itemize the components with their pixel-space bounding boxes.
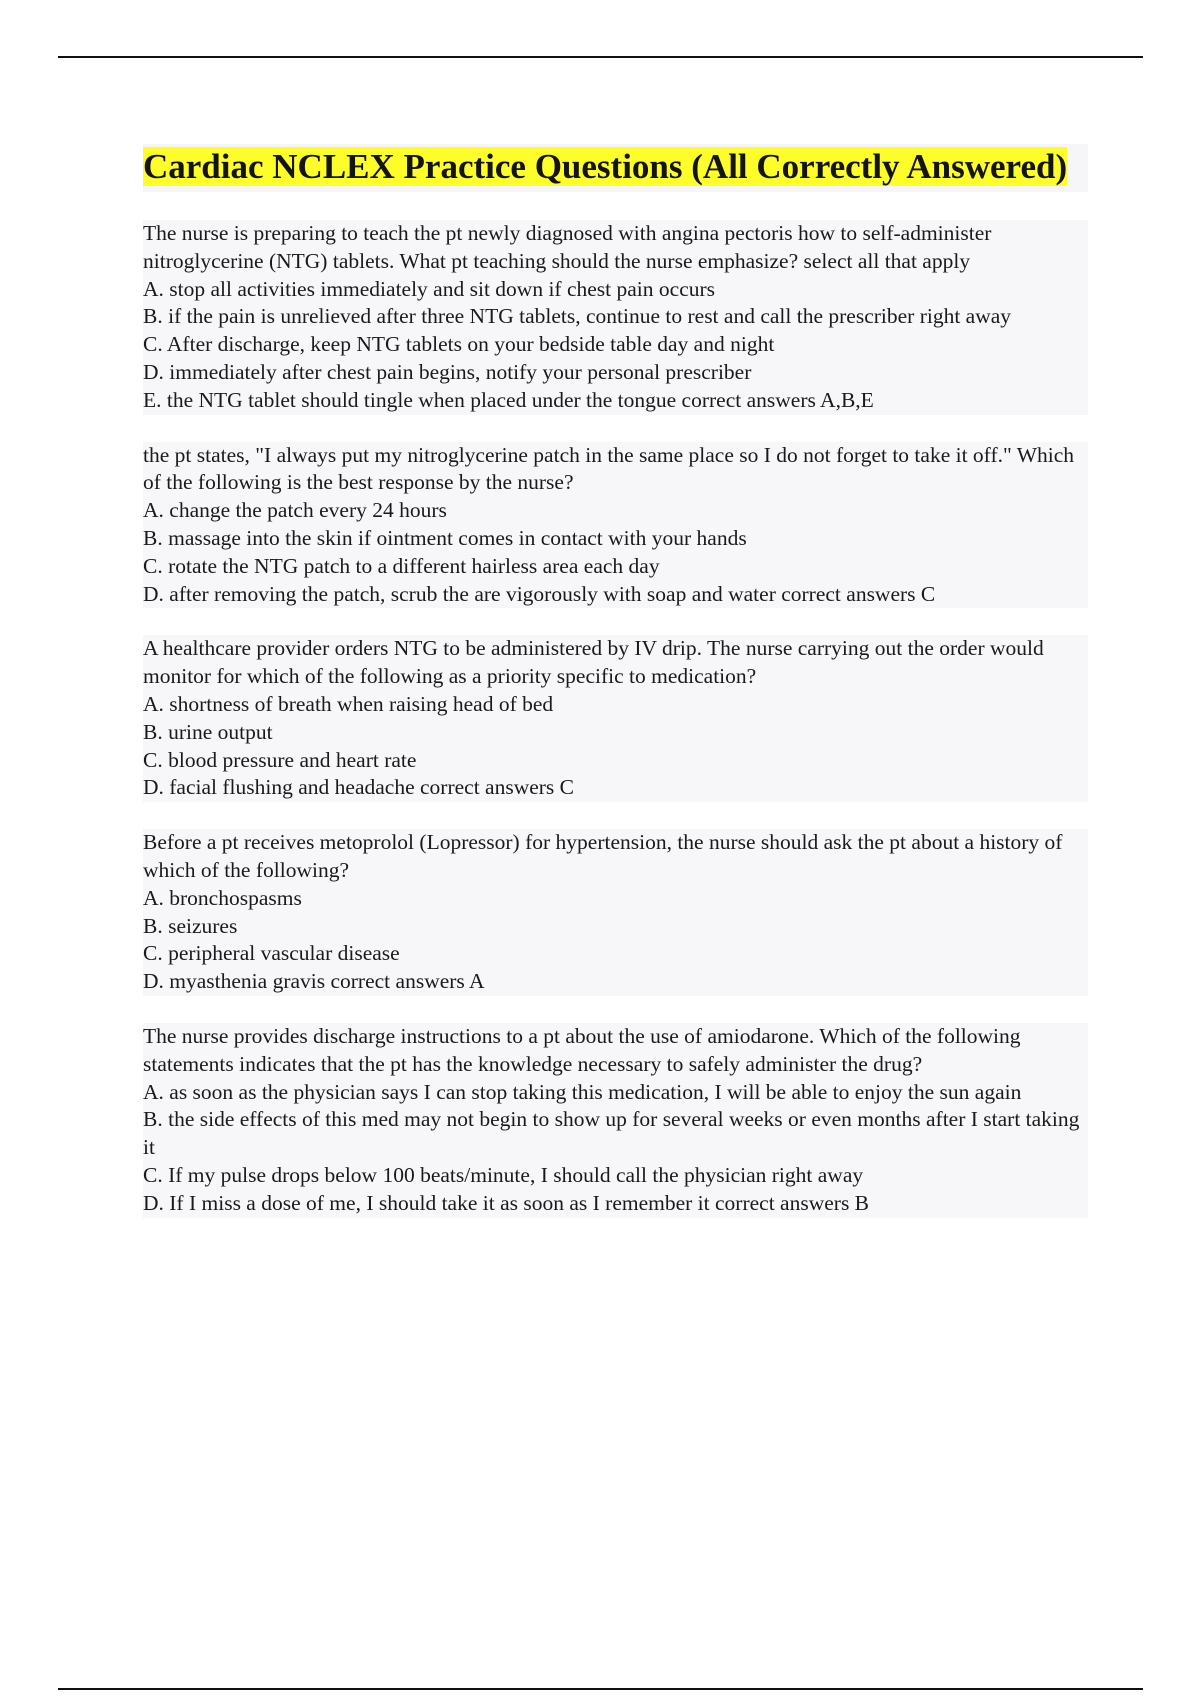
answer-option: D. after removing the patch, scrub the are vigorously with soap and water correct answers C (143, 581, 1088, 609)
answer-option: D. If I miss a dose of me, I should take it as soon as I remember it correct answers B (143, 1190, 1088, 1218)
answer-option: D. myasthenia gravis correct answers A (143, 968, 1088, 996)
answer-option: B. the side effects of this med may not begin to show up for several weeks or even months after I start taking it (143, 1106, 1088, 1162)
question-4 (143, 829, 1088, 996)
title-block (143, 144, 1088, 192)
top-divider (58, 56, 1143, 58)
document-title (143, 146, 1088, 188)
answer-option: B. massage into the skin if ointment comes in contact with your hands (143, 525, 1088, 553)
document-body (143, 144, 1088, 1245)
question-2 (143, 442, 1088, 609)
answer-option: A. bronchospasms (143, 885, 1088, 913)
answer-option: A. as soon as the physician says I can stop taking this medication, I will be able to enjoy the sun again (143, 1079, 1088, 1107)
answer-option: E. the NTG tablet should tingle when placed under the tongue correct answers A,B,E (143, 387, 1088, 415)
question-1 (143, 220, 1088, 415)
answer-option: B. seizures (143, 913, 1088, 941)
answer-option: A. change the patch every 24 hours (143, 497, 1088, 525)
question-stem: The nurse is preparing to teach the pt newly diagnosed with angina pectoris how to self-administer nitroglycerine (NTG) tablets. What pt teaching should the nurse emphasize? select all that apply (143, 220, 1088, 276)
question-3 (143, 635, 1088, 802)
answer-option: C. blood pressure and heart rate (143, 747, 1088, 775)
bottom-divider (58, 1688, 1143, 1690)
question-stem: the pt states, "I always put my nitroglycerine patch in the same place so I do not forget to take it off." Which of the following is the best response by the nurse? (143, 442, 1088, 498)
answer-option: D. facial flushing and headache correct answers C (143, 774, 1088, 802)
answer-option: A. shortness of breath when raising head of bed (143, 691, 1088, 719)
answer-option: B. if the pain is unrelieved after three NTG tablets, continue to rest and call the prescriber right away (143, 303, 1088, 331)
title-highlight: Cardiac NCLEX Practice Questions (All Correctly Answered) (143, 147, 1068, 186)
answer-option: C. rotate the NTG patch to a different hairless area each day (143, 553, 1088, 581)
answer-option: A. stop all activities immediately and sit down if chest pain occurs (143, 276, 1088, 304)
question-5 (143, 1023, 1088, 1218)
answer-option: C. peripheral vascular disease (143, 940, 1088, 968)
question-stem: Before a pt receives metoprolol (Lopressor) for hypertension, the nurse should ask the pt about a history of which of the following? (143, 829, 1088, 885)
question-stem: A healthcare provider orders NTG to be administered by IV drip. The nurse carrying out the order would monitor for which of the following as a priority specific to medication? (143, 635, 1088, 691)
question-stem: The nurse provides discharge instructions to a pt about the use of amiodarone. Which of the following statements indicates that the pt has the knowledge necessary to safely administer the drug? (143, 1023, 1088, 1079)
answer-option: B. urine output (143, 719, 1088, 747)
answer-option: D. immediately after chest pain begins, notify your personal prescriber (143, 359, 1088, 387)
answer-option: C. After discharge, keep NTG tablets on your bedside table day and night (143, 331, 1088, 359)
answer-option: C. If my pulse drops below 100 beats/minute, I should call the physician right away (143, 1162, 1088, 1190)
